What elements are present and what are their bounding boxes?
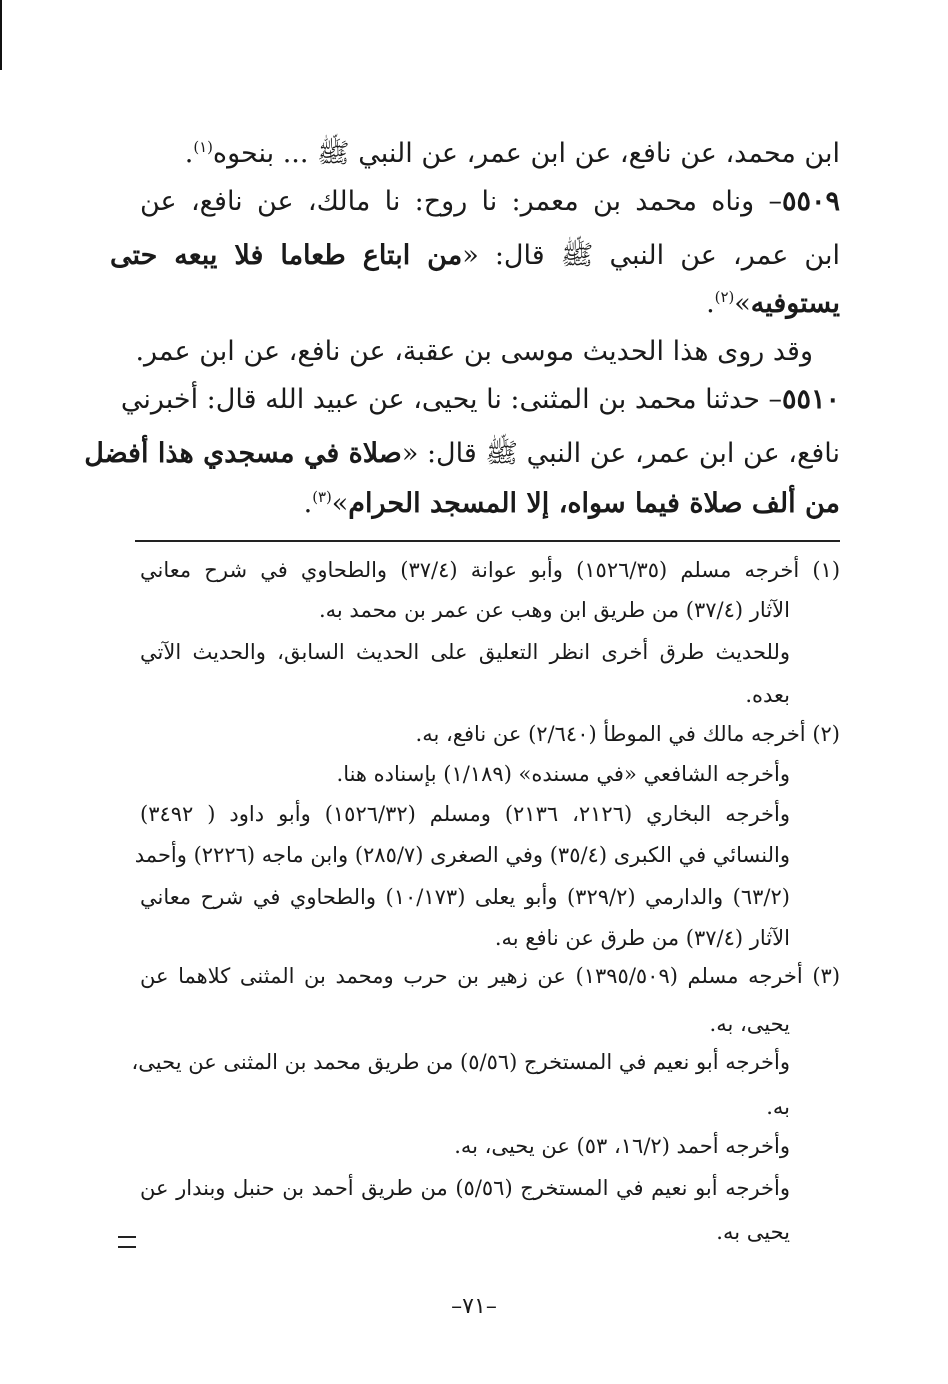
main-line-8: من ألف صلاة فيما سواه، إلا المسجد الحرام»$^{(٣)}$. [303, 488, 840, 519]
hadith-5509-line: ٥٥٠٩– وناه محمد بن معمر: نا روح: نا مالك، عن نافع، عن [140, 186, 840, 217]
hadith-matn-bold-2: صلاة في مسجدي هذا أفضل [84, 438, 402, 469]
footnote-1-line-2: الآثار (٣٧/٤) من طريق ابن وهب عن عمر بن محمد به. [318, 598, 790, 622]
main-line-1: ابن محمد، عن نافع، عن ابن عمر، عن النبي ﷺ ... بنحوه$^{(١)}$. [184, 138, 840, 169]
main-line-5: وقد روى هذا الحديث موسى بن عقبة، عن نافع، عن ابن عمر. [135, 336, 813, 367]
hadith-5510-line: ٥٥١٠– حدثنا محمد بن المثنى: نا يحيى، عن عبيد الله قال: أخبرني [120, 384, 840, 415]
footnote-3-line-4: به. [766, 1095, 790, 1119]
footnote-ref-2[interactable]: (٢) [714, 288, 735, 306]
footnote-3-line-5: وأخرجه أحمد (١٦/٢، ٥٣) عن يحيى، به. [454, 1134, 790, 1158]
footnote-3-line-3: وأخرجه أبو نعيم في المستخرج (٥/٥٦) من طريق محمد بن المثنى عن يحيى، [131, 1050, 790, 1074]
page-number: –٧١– [451, 1294, 497, 1319]
footnote-ref-3[interactable]: (٣) [312, 488, 332, 506]
continuation-mark [118, 1236, 136, 1248]
footnote-2-line-3: وأخرجه البخاري (٢١٢٦، ٢١٣٦) ومسلم (١٥٢٦/٣٢) وأبو داود ( ٣٤٩٢) [140, 802, 790, 826]
main-line-4: يستوفيه»$^{(٢)}$. [706, 288, 840, 319]
hadith-number-5510: ٥٥١٠ [781, 384, 840, 415]
footnote-ref-1[interactable]: (١) [193, 138, 213, 156]
footnote-separator [135, 540, 840, 542]
footnote-3-line-6: وأخرجه أبو نعيم في المستخرج (٥/٥٦) من طريق أحمد بن حنبل وبندار عن [140, 1176, 790, 1200]
footnote-3-line-1: (٣) أخرجه مسلم (١٣٩٥/٥٠٩) عن زهير بن حرب ومحمد بن المثنى كلاهما عن [140, 964, 841, 988]
hadith-matn-bold: من ابتاع طعاما فلا يبعه حتى [110, 240, 463, 271]
hadith-number-5509: ٥٥٠٩ [781, 186, 840, 217]
footnote-1-line-4: بعده. [745, 683, 790, 707]
footnote-1-line-1: (١) أخرجه مسلم (١٥٢٦/٣٥) وأبو عوانة (٣٧/٤) والطحاوي في شرح معاني [140, 558, 841, 582]
footnote-3-line-7: يحيى به. [716, 1220, 790, 1244]
footnote-2-line-2: وأخرجه الشافعي «في مسنده» (١/١٨٩) بإسناده هنا. [336, 762, 790, 786]
footnote-2-line-5: (٦٣/٢) والدارمي (٣٢٩/٢) وأبو يعلى (١٠/١٧٣) والطحاوي في شرح معاني [140, 885, 790, 909]
footnote-2-line-6: الآثار (٣٧/٤) من طرق عن نافع به. [494, 926, 790, 950]
footnote-1-line-3: وللحديث طرق أخرى انظر التعليق على الحديث السابق، والحديث الآتي [140, 640, 790, 664]
footnote-2-line-1: (٢) أخرجه مالك في الموطأ (٢/٦٤٠) عن نافع، به. [415, 722, 840, 746]
footnote-3-line-2: يحيى، به. [709, 1012, 790, 1036]
main-line-7: نافع، عن ابن عمر، عن النبي ﷺ قال: «صلاة في مسجدي هذا أفضل [84, 438, 840, 469]
footnote-2-line-4: والنسائي في الكبرى (٣٥/٤) وفي الصغرى (٢٨٥/٧) وابن ماجه (٢٢٢٦) وأحمد [134, 843, 790, 867]
main-line-3: ابن عمر، عن النبي ﷺ قال: «من ابتاع طعاما فلا يبعه حتى [110, 240, 841, 271]
